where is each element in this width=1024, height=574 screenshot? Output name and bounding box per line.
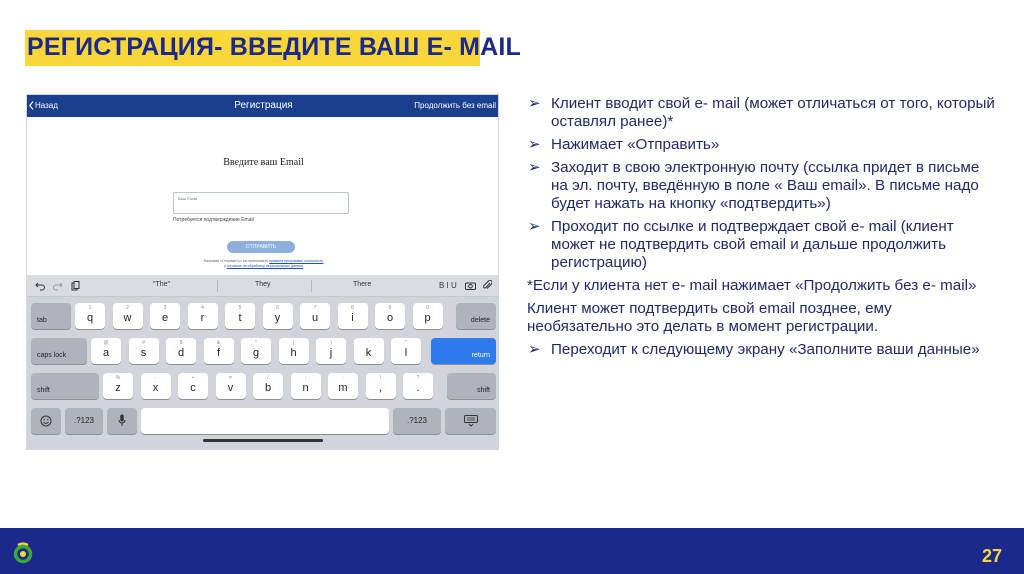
- key-c[interactable]: + c: [178, 373, 208, 399]
- slide-title: РЕГИСТРАЦИЯ- ВВЕДИТЕ ВАШ E- MAIL: [27, 33, 522, 61]
- key-b[interactable]: / b: [253, 373, 283, 399]
- key-h[interactable]: ( h: [279, 338, 309, 364]
- instruction-item: ➢ Клиент вводит свой e- mail (может отличаться от того, который оставлял ранее)*: [528, 95, 995, 130]
- personal-data-consent-link[interactable]: согласие на обработку персональных данных: [226, 264, 304, 268]
- numbers-key-left[interactable]: .?123: [65, 408, 103, 434]
- undo-icon[interactable]: [35, 281, 45, 291]
- camera-icon[interactable]: [465, 281, 476, 290]
- suggestion-bar: [27, 275, 499, 297]
- shift-key-left[interactable]: shift: [31, 373, 99, 399]
- emoji-key[interactable]: [31, 408, 61, 434]
- dictation-key[interactable]: [107, 408, 137, 434]
- key-f[interactable]: & f: [204, 338, 234, 364]
- key-w[interactable]: 2 w: [113, 303, 143, 329]
- suggestion-3[interactable]: There: [353, 281, 372, 288]
- key-r[interactable]: 4 r: [188, 303, 218, 329]
- tab-key[interactable]: tab: [31, 303, 71, 329]
- loyalty-rules-link[interactable]: правила программы лояльности: [269, 259, 324, 263]
- email-placeholder: Ваш Email: [178, 196, 198, 201]
- email-input[interactable]: [173, 192, 349, 214]
- arrow-bullet-icon: ➢: [528, 341, 541, 358]
- shift-key-right[interactable]: shift: [447, 373, 496, 399]
- keyboard-hide-icon: [464, 415, 478, 427]
- key-q[interactable]: 1 q: [75, 303, 105, 329]
- key-a[interactable]: @ a: [91, 338, 121, 364]
- key-y[interactable]: 6 y: [263, 303, 293, 329]
- instruction-item: Клиент может подтвердить свой email позднее, ему необязательно это делать в момент регистрации.: [527, 300, 892, 335]
- form-title: Введите ваш Email: [223, 157, 304, 168]
- suggestion-2[interactable]: They: [255, 281, 271, 288]
- key-e[interactable]: 3 e: [150, 303, 180, 329]
- emoji-icon: [40, 415, 52, 427]
- app-nav-bar: [27, 95, 499, 117]
- arrow-bullet-icon: ➢: [528, 159, 541, 176]
- key-comma[interactable]: ! ,: [366, 373, 396, 399]
- back-button[interactable]: Назад: [35, 101, 58, 110]
- terms-text: Нажимая «Отправить» вы принимаете правила программы лояльности и согласие на обработку персональных данных: [203, 259, 324, 268]
- delete-key[interactable]: delete: [456, 303, 496, 329]
- instruction-list: [527, 95, 997, 364]
- key-u[interactable]: 7 u: [300, 303, 330, 329]
- microphone-icon: [118, 414, 126, 427]
- numbers-key-right[interactable]: .?123: [393, 408, 441, 434]
- key-z[interactable]: % z: [103, 373, 133, 399]
- key-i[interactable]: 8 i: [338, 303, 368, 329]
- instruction-item: ➢ Нажимает «Отправить»: [528, 136, 720, 153]
- key-p[interactable]: 0 p: [413, 303, 443, 329]
- paste-icon[interactable]: [71, 281, 80, 291]
- arrow-bullet-icon: ➢: [528, 218, 541, 235]
- key-x[interactable]: - x: [141, 373, 171, 399]
- page-number: 27: [981, 546, 1002, 566]
- arrow-bullet-icon: ➢: [528, 136, 541, 153]
- instruction-item: ➢ Проходит по ссылке и подтверждает свой e- mail (клиент может не подтвердить свой email и дальше продолжить регистрацию): [528, 218, 954, 271]
- confirm-note: Потребуется подтверждение Email: [173, 217, 254, 223]
- key-j[interactable]: ) j: [316, 338, 346, 364]
- caps-lock-key[interactable]: caps lock: [31, 338, 87, 364]
- key-l[interactable]: " l: [391, 338, 421, 364]
- key-s[interactable]: # s: [129, 338, 159, 364]
- screen-title: Регистрация: [234, 100, 293, 111]
- continue-without-email-button[interactable]: Продолжить без email: [414, 101, 496, 110]
- key-n[interactable]: ; n: [291, 373, 321, 399]
- key-d[interactable]: $ d: [166, 338, 196, 364]
- return-key[interactable]: return: [431, 338, 496, 364]
- key-t[interactable]: 5 t: [225, 303, 255, 329]
- send-button[interactable]: ОТПРАВИТЬ: [227, 241, 295, 253]
- suggestion-1[interactable]: "The": [153, 281, 171, 288]
- key-g[interactable]: * g: [241, 338, 271, 364]
- company-logo-icon: [11, 541, 35, 565]
- key-o[interactable]: 9 o: [375, 303, 405, 329]
- instruction-item: *Если у клиента нет e- mail нажимает «Продолжить без e- mail»: [527, 277, 977, 294]
- attachment-icon[interactable]: [483, 280, 492, 291]
- hide-keyboard-key[interactable]: [445, 408, 496, 434]
- key-k[interactable]: ' k: [354, 338, 384, 364]
- key-m[interactable]: : m: [328, 373, 358, 399]
- app-screenshot: [26, 94, 499, 450]
- space-bar[interactable]: [141, 408, 389, 434]
- footer-bar: [0, 528, 1024, 574]
- key-period[interactable]: ? .: [403, 373, 433, 399]
- key-v[interactable]: = v: [216, 373, 246, 399]
- format-bold-italic-underline-button[interactable]: B I U: [439, 281, 457, 290]
- onscreen-keyboard: [27, 275, 499, 450]
- redo-icon[interactable]: [53, 281, 63, 291]
- arrow-bullet-icon: ➢: [528, 95, 541, 112]
- instruction-item: ➢ Переходит к следующему экрану «Заполните ваши данные»: [528, 341, 980, 358]
- instruction-item: ➢ Заходит в свою электронную почту (ссылка придет в письме на эл. почту, введённую в поле « Ваш email». В письме надо будет нажать на кнопку «подтвердить»): [528, 159, 980, 212]
- home-indicator: [203, 439, 323, 442]
